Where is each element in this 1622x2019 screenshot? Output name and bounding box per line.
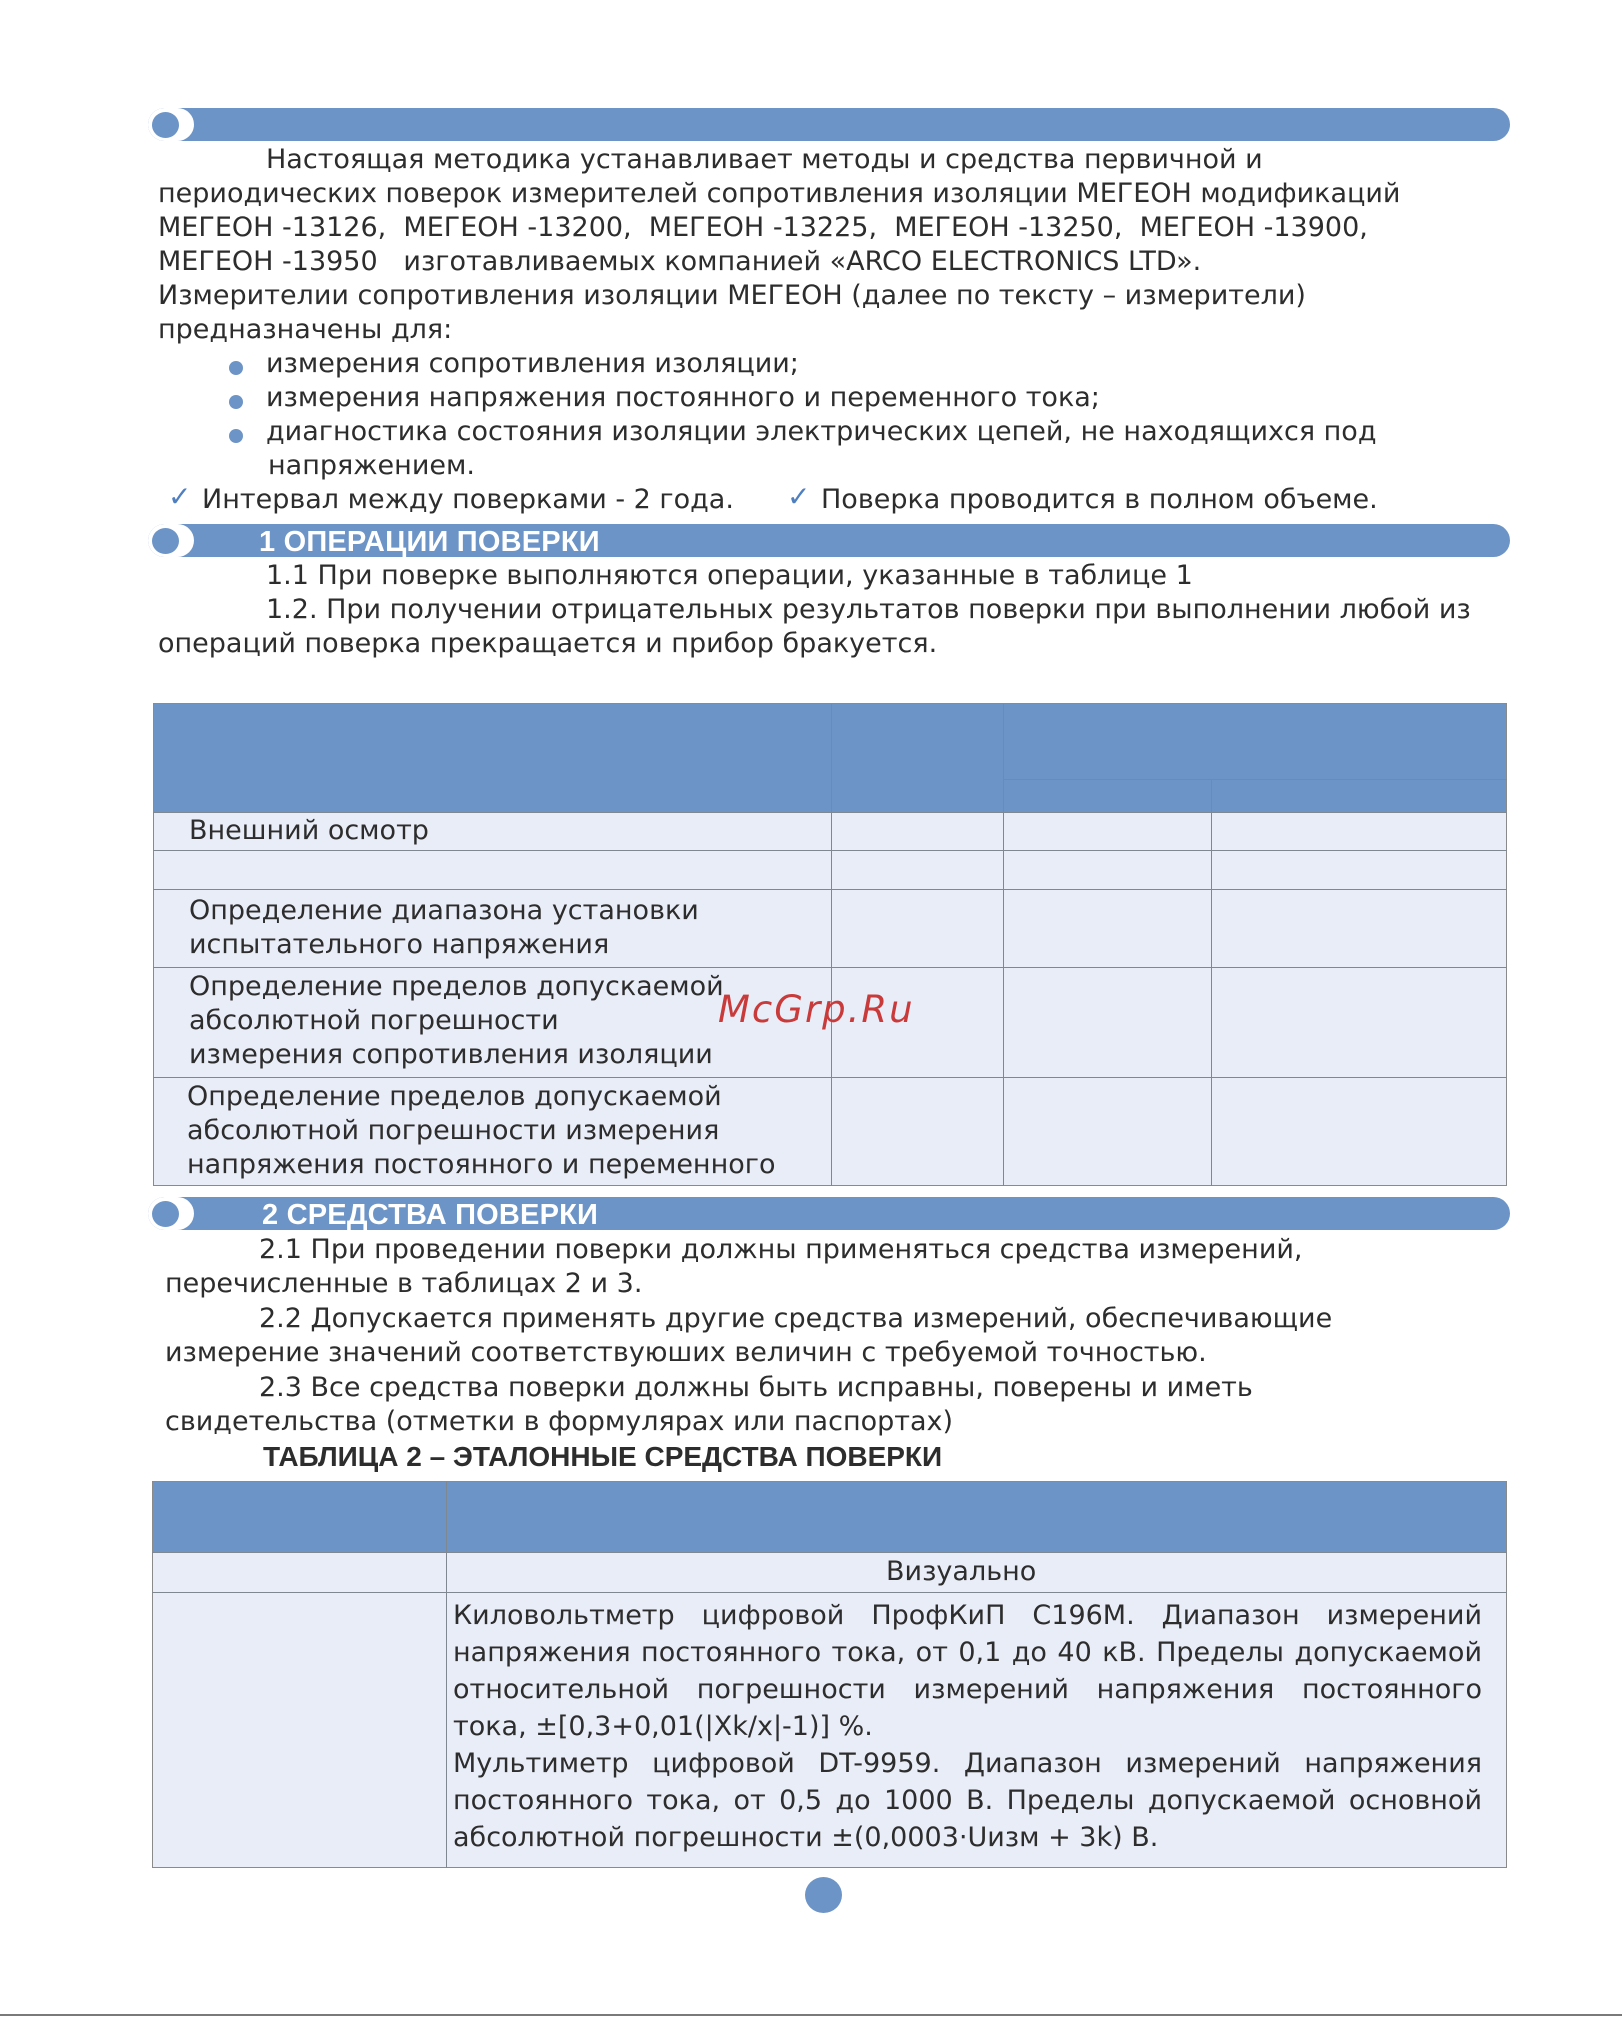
table-1-header — [154, 704, 1506, 812]
section-2-line-4: измерение значений соответствуюших величин с требуемой точностью. — [165, 1337, 1207, 1368]
table-1-divider — [153, 1077, 1507, 1078]
table-2-row-2-l5: Мультиметр цифровой DT-9959. Диапазон измерений напряжения — [453, 1748, 1482, 1779]
table-1-divider — [1003, 704, 1004, 1186]
intro-line-4: МЕГЕОН -13950 изготавливаемых компанией «ARCO ELECTRONICS LTD». — [158, 246, 1202, 277]
intro-line-5: Измерителии сопротивления изоляции МЕГЕОН (далее по тексту – измерители) — [158, 280, 1306, 311]
bullet-item-3: диагностика состояния изоляции электрических цепей, не находящихся под — [266, 416, 1377, 447]
intro-line-2: периодических поверок измерителей сопротивления изоляции МЕГЕОН модификаций — [158, 178, 1401, 209]
section-2-line-6: свидетельства (отметки в формулярах или паспортах) — [165, 1406, 954, 1437]
table-1-divider — [153, 850, 1507, 851]
bullet-icon — [229, 361, 243, 375]
check-item-scope: Поверка проводится в полном объеме. — [821, 484, 1378, 515]
intro-line-1: Настоящая методика устанавливает методы и средства первичной и — [266, 144, 1263, 175]
table-2-row-2-l3: относительной погрешности измерений напряжения постоянного — [453, 1674, 1482, 1705]
bullet-item-2: измерения напряжения постоянного и переменного тока; — [266, 382, 1100, 413]
intro-line-6: предназначены для: — [158, 314, 453, 345]
table-1-divider — [153, 967, 1507, 968]
section-2-line-3: 2.2 Допускается применять другие средства измерений, обеспечивающие — [259, 1303, 1333, 1334]
table-1-row-5-l2: абсолютной погрешности измерения — [187, 1115, 720, 1146]
section-2-line-2: перечисленные в таблицах 2 и 3. — [165, 1268, 643, 1299]
section-1-title: 1 ОПЕРАЦИИ ПОВЕРКИ — [259, 526, 600, 558]
table-1-row-5-l3: напряжения постоянного и переменного — [187, 1149, 776, 1180]
bullet-icon — [229, 429, 243, 443]
watermark: McGrp.Ru — [718, 988, 915, 1031]
table-2-row-2-l6: постоянного тока, от 0,5 до 1000 В. Пределы допускаемой основной — [453, 1785, 1482, 1816]
table-1-row-3-l1: Определение диапазона установки — [189, 895, 699, 926]
table-2-divider — [446, 1482, 447, 1868]
page-number-dot — [805, 1877, 842, 1913]
table-1-row-4-l2: абсолютной погрешности — [189, 1005, 559, 1036]
check-icon: ✓ — [787, 480, 811, 513]
bar-dot — [152, 112, 179, 138]
table-1-divider — [831, 704, 832, 1186]
section-1-line-2: 1.2. При получении отрицательных результатов поверки при выполнении любой из — [266, 594, 1471, 625]
table-2-row-2-l1: Киловольтметр цифровой ПрофКиП С196М. Диапазон измерений — [453, 1600, 1482, 1631]
check-item-interval: Интервал между поверками - 2 года. — [202, 484, 734, 515]
table-1-row-3-l2: испытательного напряжения — [189, 929, 610, 960]
section-2-line-1: 2.1 При проведении поверки должны применяться средства измерений, — [259, 1234, 1303, 1265]
section-1-line-3: операций поверка прекращается и прибор бракуется. — [158, 628, 938, 659]
table-1-row-4-l1: Определение пределов допускаемой — [189, 971, 724, 1002]
table-2-row-1: Визуально — [886, 1556, 1037, 1587]
header-bar — [148, 108, 1510, 141]
table-2-caption: ТАБЛИЦА 2 – ЭТАЛОННЫЕ СРЕДСТВА ПОВЕРКИ — [263, 1441, 943, 1472]
table-1-divider — [153, 812, 1507, 813]
table-1-row-1: Внешний осмотр — [189, 815, 429, 846]
bullet-item-1: измерения сопротивления изоляции; — [266, 348, 799, 379]
bar-dot — [152, 1201, 179, 1227]
footer-line — [0, 2014, 1622, 2016]
table-2-divider — [152, 1592, 1507, 1593]
bullet-item-3-cont: напряжением. — [268, 450, 475, 481]
table-1-row-5-l1: Определение пределов допускаемой — [187, 1081, 722, 1112]
table-2-row-2-l4: тока, ±[0,3+0,01(|Xk/x|-1)] %. — [453, 1711, 873, 1742]
table-2-header — [153, 1482, 1506, 1552]
table-1-divider — [1211, 779, 1212, 1186]
bar-dot — [152, 528, 179, 554]
check-icon: ✓ — [168, 480, 192, 513]
section-2-title: 2 СРЕДСТВА ПОВЕРКИ — [262, 1199, 599, 1231]
intro-line-3: МЕГЕОН -13126, МЕГЕОН -13200, МЕГЕОН -13225, МЕГЕОН -13250, МЕГЕОН -13900, — [158, 212, 1368, 243]
section-1-bar — [148, 524, 1510, 557]
table-2-divider — [152, 1552, 1507, 1553]
table-1-divider — [1003, 779, 1507, 780]
section-2-line-5: 2.3 Все средства поверки должны быть исправны, поверены и иметь — [259, 1372, 1253, 1403]
table-1-divider — [153, 889, 1507, 890]
bullet-icon — [229, 395, 243, 409]
table-2-row-2-l7: абсолютной погрешности ±(0,0003⋅Uизм + 3k) В. — [453, 1822, 1159, 1853]
section-1-line-1: 1.1 При поверке выполняются операции, указанные в таблице 1 — [266, 560, 1193, 591]
table-2-row-2-l2: напряжения постоянного тока, от 0,1 до 40 кВ. Пределы допускаемой — [453, 1637, 1482, 1668]
section-2-bar — [148, 1197, 1510, 1230]
table-1-row-4-l3: измерения сопротивления изоляции — [189, 1039, 713, 1070]
